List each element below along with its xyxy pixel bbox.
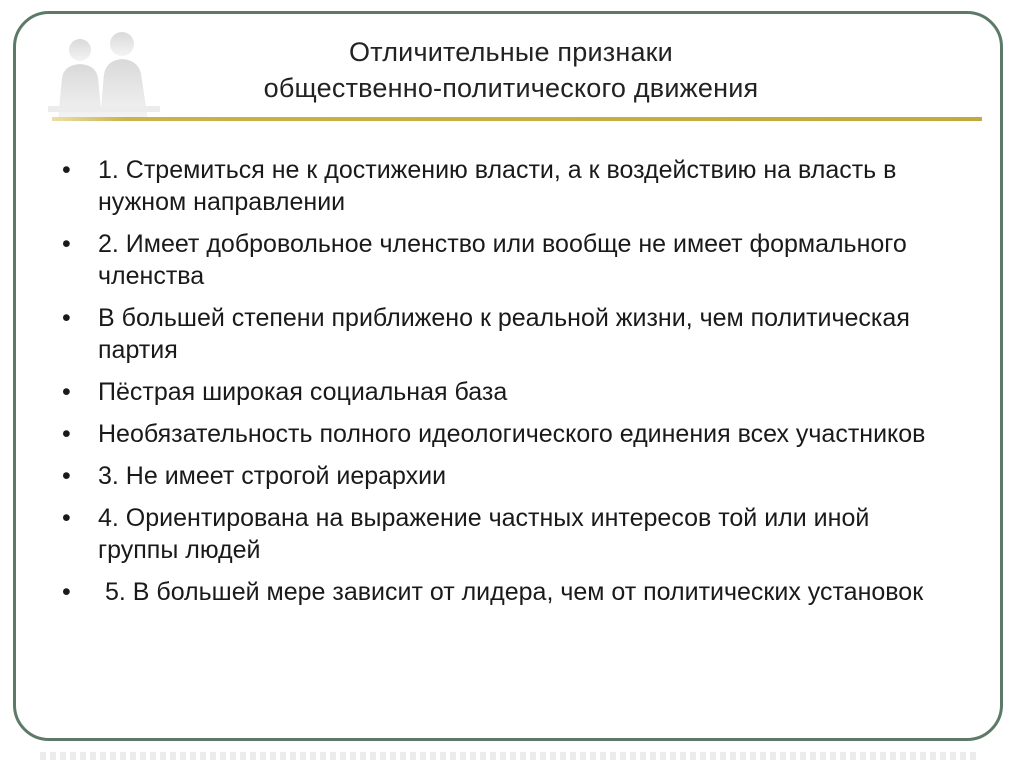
- bullet-icon: •: [62, 462, 71, 490]
- list-item-text: 4. Ориентирована на выражение частных интересов той или иной группы людей: [98, 504, 870, 564]
- list-item: [62, 502, 942, 566]
- bullet-icon: •: [62, 420, 71, 448]
- list-item: [62, 460, 942, 492]
- title-divider: [52, 117, 982, 121]
- bottom-shadow-strip: [40, 752, 980, 760]
- list-item-text: 1. Стремиться не к достижению власти, а к воздействию на власть в нужном направлении: [98, 156, 897, 216]
- bullet-icon: •: [62, 156, 71, 184]
- slide-frame: [13, 11, 1003, 741]
- title-line-1: Отличительные признаки: [349, 37, 673, 67]
- title-line-2: общественно-политического движения: [263, 73, 759, 103]
- bullet-icon: •: [62, 504, 71, 532]
- list-item-text: Необязательность полного идеологического единения всех участников: [98, 420, 926, 448]
- slide-title: [16, 34, 1003, 106]
- bullet-icon: •: [62, 578, 71, 606]
- list-item: [62, 376, 942, 408]
- list-item-text: В большей степени приближено к реальной жизни, чем политическая партия: [98, 304, 910, 364]
- bullet-icon: •: [62, 230, 71, 258]
- list-item-text: Пёстрая широкая социальная база: [98, 378, 508, 406]
- bullet-icon: •: [62, 304, 71, 332]
- bullet-list: [62, 154, 942, 618]
- list-item-text: 2. Имеет добровольное членство или вообще не имеет формального членства: [98, 230, 907, 290]
- list-item-text: 3. Не имеет строгой иерархии: [98, 462, 447, 490]
- list-item: [62, 418, 942, 450]
- bullet-icon: •: [62, 378, 71, 406]
- list-item: [62, 576, 942, 608]
- list-item: [62, 228, 942, 292]
- list-item: [62, 154, 942, 218]
- list-item-text: 5. В большей мере зависит от лидера, чем от политических установок: [98, 578, 924, 606]
- list-item: [62, 302, 942, 366]
